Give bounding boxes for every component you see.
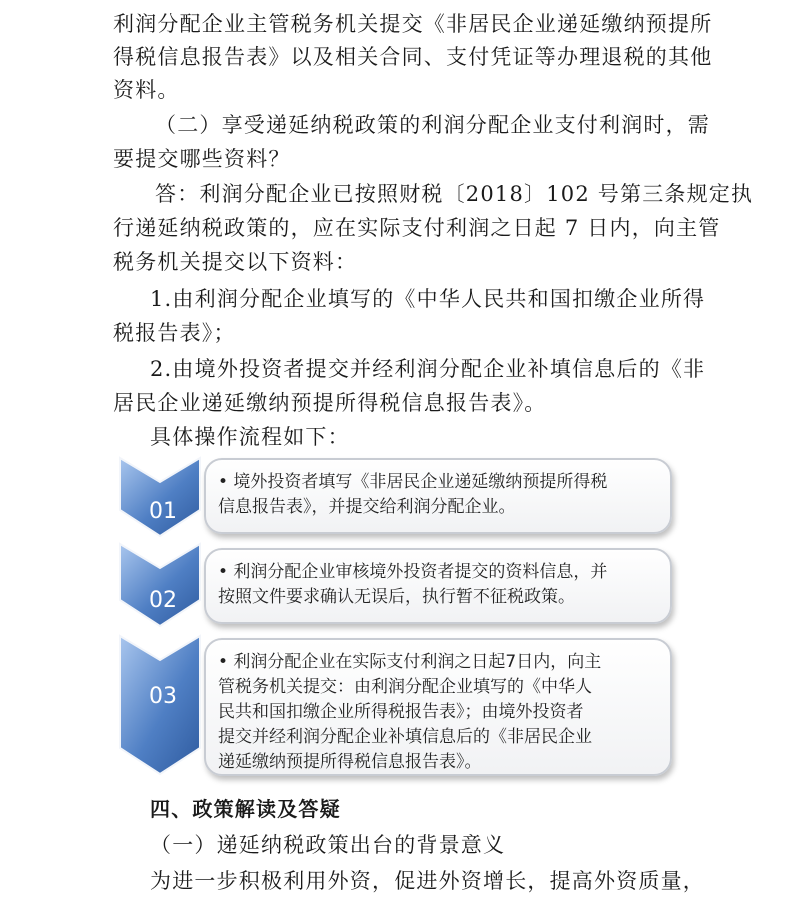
question-line: 要提交哪些资料？ — [113, 147, 291, 171]
paragraph-line: 资料。 — [113, 78, 180, 102]
list-item-2: 2.由境外投资者提交并经利润分配企业补填信息后的《非 — [150, 357, 706, 381]
answer-line: 答：利润分配企业已按照财税〔2018〕102 号第三条规定执 — [155, 182, 754, 206]
question-line: （二）享受递延纳税政策的利润分配企业支付利润时，需 — [155, 113, 710, 137]
paragraph-line: 为进一步积极利用外资，促进外资增长，提高外资质量， — [150, 869, 705, 893]
list-item-1-cont: 税报告表》； — [113, 321, 236, 345]
step-text: • 境外投资者填写《非居民企业递延缴纳预提所得税 信息报告表》，并提交给利润分配企业。 — [218, 472, 608, 517]
step-text: • 利润分配企业在实际支付利润之日起7日内，向主 管税务机关提交：由利润分配企业填写的《中华人 民共和国扣缴企业所得税报告表》；由境外投资者 提交并经利润分配企业补填信息后的《非居民企业 递延缴纳预提所得税信息报告表》。 — [218, 652, 602, 772]
paragraph-line: 得税信息报告表》以及相关合同、支付凭证等办理退税的其他 — [113, 45, 713, 69]
paragraph-line: 利润分配企业主管税务机关提交《非居民企业递延缴纳预提所 — [113, 12, 713, 36]
step-box-3 — [204, 638, 672, 776]
list-item-2-cont: 居民企业递延缴纳预提所得税信息报告表》。 — [113, 391, 547, 415]
list-item-1: 1.由利润分配企业填写的《中华人民共和国扣缴企业所得 — [150, 287, 706, 311]
step-box-1 — [204, 458, 672, 534]
flow-intro: 具体操作流程如下： — [150, 425, 350, 449]
process-flow-diagram — [108, 452, 678, 782]
step-number: 01 — [149, 499, 177, 524]
section-heading: 四、政策解读及答疑 — [150, 797, 341, 821]
step-box-2 — [204, 548, 672, 624]
step-number: 02 — [149, 588, 177, 613]
chevron-2 — [120, 544, 200, 626]
chevron-1 — [120, 458, 200, 536]
answer-line: 行递延纳税政策的，应在实际支付利润之日起 7 日内，向主管 — [113, 216, 721, 240]
answer-line: 税务机关提交以下资料： — [113, 250, 358, 274]
step-text: • 利润分配企业审核境外投资者提交的资料信息，并 按照文件要求确认无误后，执行暂不征税政策。 — [218, 562, 608, 607]
step-number: 03 — [149, 684, 177, 709]
subheading: （一）递延纳税政策出台的背景意义 — [150, 833, 506, 857]
